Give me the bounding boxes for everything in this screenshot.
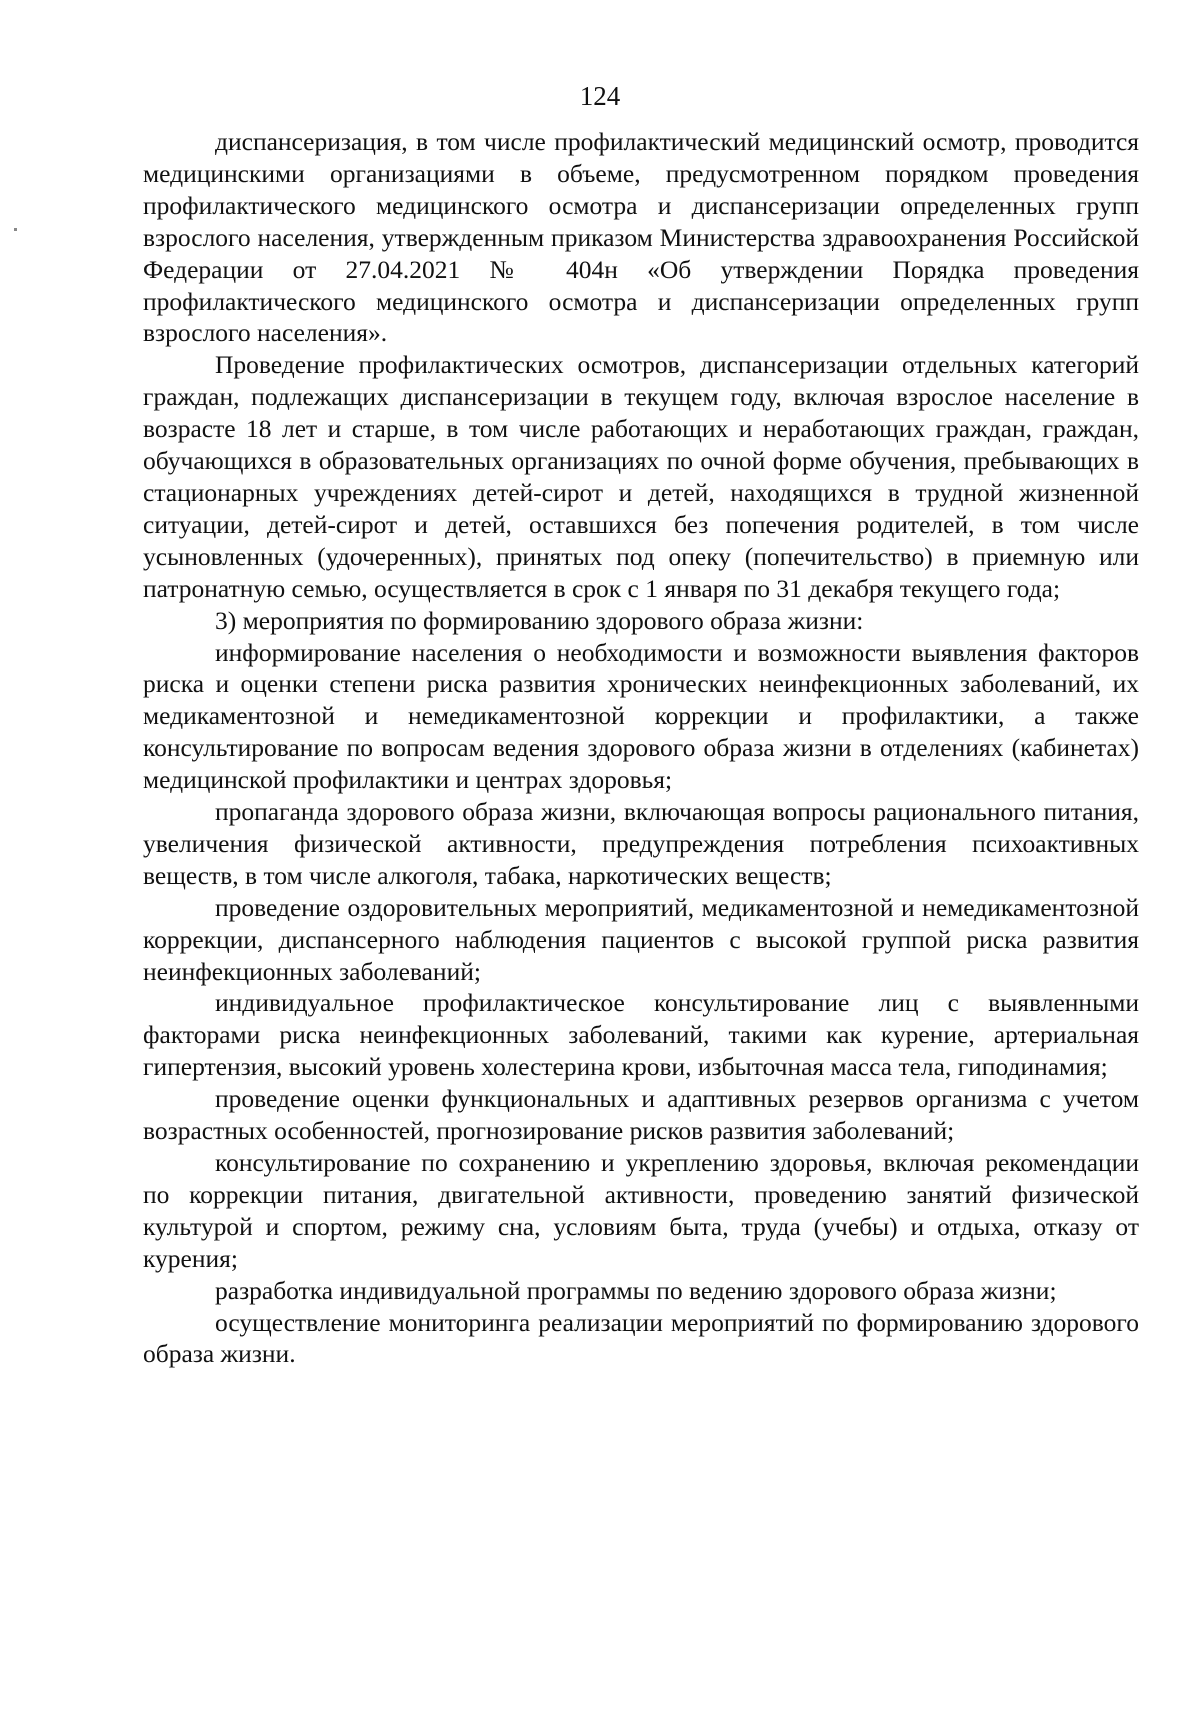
paragraph-konsultirovanie-zdorovye: консультирование по сохранению и укреплению здоровья, включая рекомендации по коррекции питания, двигательной активности, проведению занятий физической культурой и спортом, режиму сна, условиям быта, труда (учебы) и отдыха, отказу от курения; (143, 1148, 1139, 1273)
paragraph-informirovanie: информирование населения о необходимости и возможности выявления факторов риска и оценки степени риска развития хронических неинфекционных заболеваний, их медикаментозной и немедикаментозной коррекции и профилактики, а также консультирование по вопросам ведения здорового образа жизни в отделениях (кабинетах) медицинской профилактики и центрах здоровья; (143, 637, 1139, 795)
scan-speck (14, 228, 17, 231)
paragraph-monitoring: осуществление мониторинга реализации мероприятий по формированию здорового образа жизни. (143, 1307, 1139, 1369)
paragraph-propaganda: пропаганда здорового образа жизни, включающая вопросы рационального питания, увеличения физической активности, предупреждения потребления психоактивных веществ, в том числе алкоголя, табака, наркотических веществ; (143, 797, 1139, 890)
paragraph-ozdorovitelnye-meropriyatiya: проведение оздоровительных мероприятий, медикаментозной и немедикаментозной коррекции, диспансерного наблюдения пациентов с высокой группой риска развития неинфекционных заболеваний; (143, 892, 1139, 986)
paragraph-dispanserizatsiya: диспансеризация, в том числе профилактический медицинский осмотр, проводится медицинскими организациями в объеме, предусмотренном порядком проведения профилактического медицинского осмотра и диспансеризации определенных групп взрослого населения, утвержденным приказом Министерства здравоохранения Российской Федерации от 27.04.2021 № 404н «Об утверждении Порядка проведения профилактического медицинского осмотра и диспансеризации определенных групп взрослого населения». (143, 127, 1139, 348)
paragraph-provedenie-osmotrov: Проведение профилактических осмотров, диспансеризации отдельных категорий граждан, подлежащих диспансеризации в текущем году, включая взрослое население в возрасте 18 лет и старше, в том числе работающих и неработающих граждан, граждан, обучающихся в образовательных организациях по очной форме обучения, пребывающих в стационарных учреждениях детей-сирот и детей, находящихся в трудной жизненной ситуации, детей-сирот и детей, оставшихся без попечения родителей, в том числе усыновленных (удочеренных), принятых под опеку (попечительство) в приемную или патронатную семью, осуществляется в срок с 1 января по 31 декабря текущего года; (143, 350, 1139, 603)
paragraph-individualnoe-konsultirovanie: индивидуальное профилактическое консультирование лиц с выявленными факторами риска неинфекционных заболеваний, такими как курение, артериальная гипертензия, высокий уровень холестерина крови, избыточная масса тела, гиподинамия; (143, 988, 1139, 1082)
paragraph-item-3-heading: 3) мероприятия по формированию здорового образа жизни: (215, 605, 864, 635)
paragraph-otsenka-rezervov: проведение оценки функциональных и адаптивных резервов организма с учетом возрастных особенностей, прогнозирование рисков развития заболеваний; (143, 1084, 1139, 1146)
page-number: 124 (579, 81, 621, 111)
document-body (143, 126, 1139, 1370)
paragraph-razrabotka-programmy: разработка индивидуальной программы по ведению здорового образа жизни; (215, 1275, 1057, 1305)
